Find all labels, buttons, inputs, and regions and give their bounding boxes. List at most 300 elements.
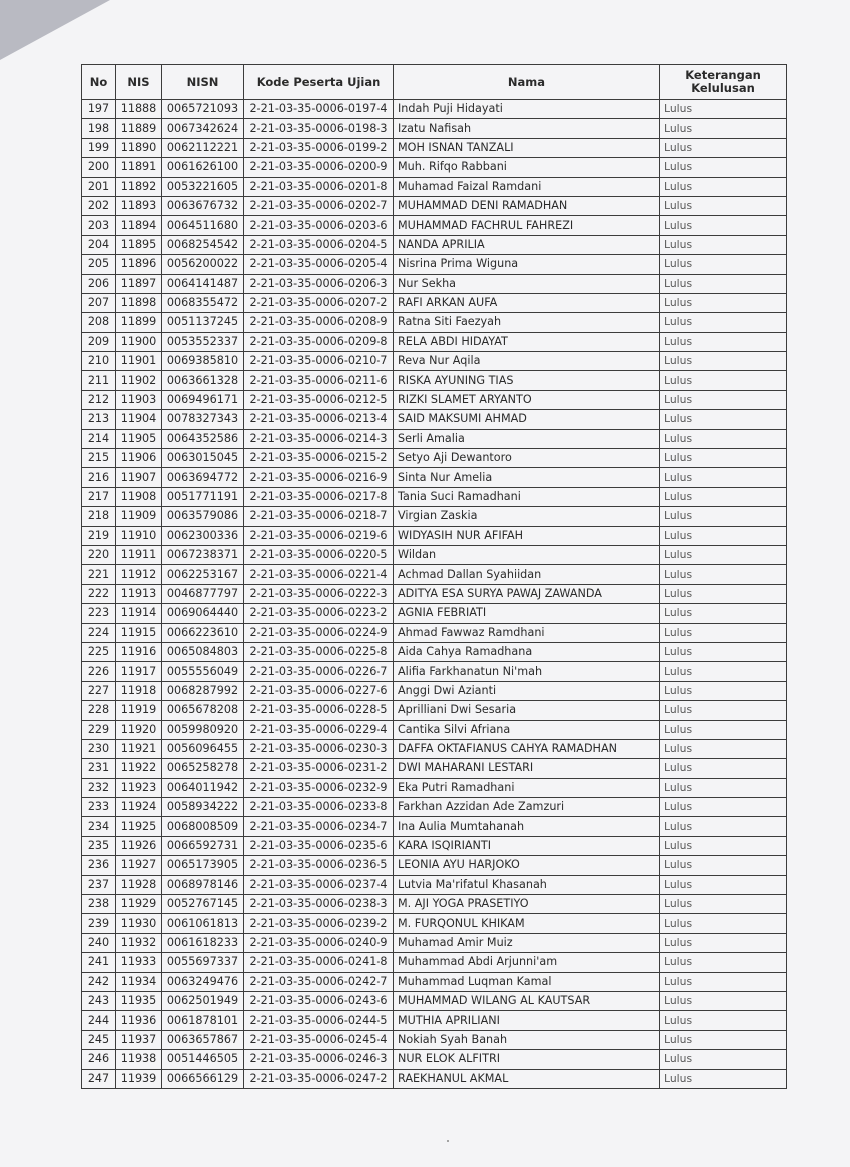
- cell-keterangan: Lulus: [660, 313, 787, 332]
- cell-nama: Aida Cahya Ramadhana: [394, 642, 660, 661]
- table-row: [82, 836, 787, 855]
- table-row: [82, 1050, 787, 1069]
- cell-keterangan: Lulus: [660, 817, 787, 836]
- cell-kode-peserta: 2-21-03-35-0006-0236-5: [244, 856, 394, 875]
- cell-nisn: 0046877797: [162, 584, 244, 603]
- table-row: [82, 313, 787, 332]
- cell-keterangan: Lulus: [660, 1030, 787, 1049]
- cell-kode-peserta: 2-21-03-35-0006-0242-7: [244, 972, 394, 991]
- cell-nisn: 0051137245: [162, 313, 244, 332]
- header-keterangan-line2: Kelulusan: [691, 81, 755, 95]
- cell-nis: 11930: [116, 914, 162, 933]
- cell-nisn: 0051446505: [162, 1050, 244, 1069]
- cell-nama: MUTHIA APRILIANI: [394, 1011, 660, 1030]
- cell-nama: MUHAMMAD WILANG AL KAUTSAR: [394, 991, 660, 1010]
- cell-keterangan: Lulus: [660, 972, 787, 991]
- cell-nis: 11938: [116, 1050, 162, 1069]
- cell-nisn: 0065258278: [162, 759, 244, 778]
- cell-keterangan: Lulus: [660, 895, 787, 914]
- cell-no: 209: [82, 332, 116, 351]
- cell-keterangan: Lulus: [660, 429, 787, 448]
- cell-no: 227: [82, 681, 116, 700]
- cell-nisn: 0064141487: [162, 274, 244, 293]
- cell-keterangan: Lulus: [660, 255, 787, 274]
- cell-no: 239: [82, 914, 116, 933]
- cell-keterangan: Lulus: [660, 1011, 787, 1030]
- cell-kode-peserta: 2-21-03-35-0006-0221-4: [244, 565, 394, 584]
- cell-nisn: 0064511680: [162, 216, 244, 235]
- cell-no: 223: [82, 604, 116, 623]
- cell-nisn: 0065084803: [162, 642, 244, 661]
- cell-no: 220: [82, 545, 116, 564]
- cell-nisn: 0062300336: [162, 526, 244, 545]
- table-row: [82, 914, 787, 933]
- cell-nisn: 0058934222: [162, 798, 244, 817]
- cell-kode-peserta: 2-21-03-35-0006-0241-8: [244, 953, 394, 972]
- cell-kode-peserta: 2-21-03-35-0006-0210-7: [244, 352, 394, 371]
- cell-keterangan: Lulus: [660, 526, 787, 545]
- cell-keterangan: Lulus: [660, 701, 787, 720]
- cell-nama: Ratna Siti Faezyah: [394, 313, 660, 332]
- table-row: [82, 468, 787, 487]
- cell-nis: 11915: [116, 623, 162, 642]
- cell-kode-peserta: 2-21-03-35-0006-0199-2: [244, 138, 394, 157]
- cell-keterangan: Lulus: [660, 1069, 787, 1088]
- table-row: [82, 953, 787, 972]
- cell-kode-peserta: 2-21-03-35-0006-0209-8: [244, 332, 394, 351]
- cell-kode-peserta: 2-21-03-35-0006-0239-2: [244, 914, 394, 933]
- cell-nis: 11913: [116, 584, 162, 603]
- cell-nisn: 0051771191: [162, 487, 244, 506]
- header-keterangan-line1: Keterangan: [685, 68, 761, 82]
- cell-kode-peserta: 2-21-03-35-0006-0237-4: [244, 875, 394, 894]
- table-row: [82, 778, 787, 797]
- table-row: [82, 274, 787, 293]
- table-row: [82, 604, 787, 623]
- cell-keterangan: Lulus: [660, 487, 787, 506]
- table-row: [82, 584, 787, 603]
- cell-keterangan: Lulus: [660, 332, 787, 351]
- cell-no: 236: [82, 856, 116, 875]
- cell-kode-peserta: 2-21-03-35-0006-0203-6: [244, 216, 394, 235]
- cell-kode-peserta: 2-21-03-35-0006-0207-2: [244, 293, 394, 312]
- cell-nisn: 0055556049: [162, 662, 244, 681]
- cell-nis: 11923: [116, 778, 162, 797]
- cell-kode-peserta: 2-21-03-35-0006-0198-3: [244, 119, 394, 138]
- cell-nis: 11925: [116, 817, 162, 836]
- cell-kode-peserta: 2-21-03-35-0006-0201-8: [244, 177, 394, 196]
- cell-kode-peserta: 2-21-03-35-0006-0212-5: [244, 390, 394, 409]
- cell-no: 244: [82, 1011, 116, 1030]
- header-nama: Nama: [394, 65, 660, 100]
- cell-nama: Anggi Dwi Azianti: [394, 681, 660, 700]
- cell-nama: RIZKI SLAMET ARYANTO: [394, 390, 660, 409]
- cell-nis: 11898: [116, 293, 162, 312]
- cell-nis: 11904: [116, 410, 162, 429]
- cell-nama: Muh. Rifqo Rabbani: [394, 158, 660, 177]
- cell-no: 246: [82, 1050, 116, 1069]
- cell-kode-peserta: 2-21-03-35-0006-0238-3: [244, 895, 394, 914]
- header-keterangan: [660, 65, 787, 100]
- cell-nama: Aprilliani Dwi Sesaria: [394, 701, 660, 720]
- cell-keterangan: Lulus: [660, 914, 787, 933]
- table-row: [82, 701, 787, 720]
- table-row: [82, 817, 787, 836]
- cell-no: 201: [82, 177, 116, 196]
- cell-kode-peserta: 2-21-03-35-0006-0202-7: [244, 196, 394, 215]
- cell-nisn: 0061626100: [162, 158, 244, 177]
- cell-no: 197: [82, 100, 116, 119]
- cell-no: 204: [82, 235, 116, 254]
- cell-nisn: 0068254542: [162, 235, 244, 254]
- cell-nis: 11896: [116, 255, 162, 274]
- cell-kode-peserta: 2-21-03-35-0006-0233-8: [244, 798, 394, 817]
- cell-nama: Ahmad Fawwaz Ramdhani: [394, 623, 660, 642]
- table-row: [82, 623, 787, 642]
- cell-no: 224: [82, 623, 116, 642]
- table-row: [82, 449, 787, 468]
- cell-nama: Nokiah Syah Banah: [394, 1030, 660, 1049]
- cell-no: 219: [82, 526, 116, 545]
- table-row: [82, 100, 787, 119]
- table-row: [82, 1069, 787, 1088]
- cell-no: 215: [82, 449, 116, 468]
- cell-no: 205: [82, 255, 116, 274]
- cell-nis: 11901: [116, 352, 162, 371]
- cell-nama: NUR ELOK ALFITRI: [394, 1050, 660, 1069]
- cell-kode-peserta: 2-21-03-35-0006-0244-5: [244, 1011, 394, 1030]
- cell-nisn: 0063015045: [162, 449, 244, 468]
- cell-kode-peserta: 2-21-03-35-0006-0216-9: [244, 468, 394, 487]
- table-row: [82, 895, 787, 914]
- cell-keterangan: Lulus: [660, 584, 787, 603]
- cell-no: 217: [82, 487, 116, 506]
- cell-nama: Wildan: [394, 545, 660, 564]
- cell-nisn: 0066592731: [162, 836, 244, 855]
- cell-nama: RAEKHANUL AKMAL: [394, 1069, 660, 1088]
- cell-nama: RELA ABDI HIDAYAT: [394, 332, 660, 351]
- cell-no: 218: [82, 507, 116, 526]
- cell-no: 200: [82, 158, 116, 177]
- cell-nis: 11924: [116, 798, 162, 817]
- cell-keterangan: Lulus: [660, 720, 787, 739]
- cell-nisn: 0052767145: [162, 895, 244, 914]
- table-row: [82, 739, 787, 758]
- cell-nisn: 0069064440: [162, 604, 244, 623]
- cell-nis: 11895: [116, 235, 162, 254]
- cell-kode-peserta: 2-21-03-35-0006-0213-4: [244, 410, 394, 429]
- cell-nama: LEONIA AYU HARJOKO: [394, 856, 660, 875]
- cell-nis: 11921: [116, 739, 162, 758]
- cell-kode-peserta: 2-21-03-35-0006-0228-5: [244, 701, 394, 720]
- cell-kode-peserta: 2-21-03-35-0006-0200-9: [244, 158, 394, 177]
- cell-nama: SAID MAKSUMI AHMAD: [394, 410, 660, 429]
- cell-nisn: 0056200022: [162, 255, 244, 274]
- cell-keterangan: Lulus: [660, 604, 787, 623]
- cell-keterangan: Lulus: [660, 138, 787, 157]
- cell-nama: DAFFA OKTAFIANUS CAHYA RAMADHAN: [394, 739, 660, 758]
- cell-nama: Muhammad Abdi Arjunni'am: [394, 953, 660, 972]
- cell-nama: MOH ISNAN TANZALI: [394, 138, 660, 157]
- cell-keterangan: Lulus: [660, 216, 787, 235]
- scan-speck: [447, 1140, 449, 1142]
- cell-nisn: 0053221605: [162, 177, 244, 196]
- cell-nis: 11935: [116, 991, 162, 1010]
- cell-keterangan: Lulus: [660, 468, 787, 487]
- cell-keterangan: Lulus: [660, 196, 787, 215]
- cell-keterangan: Lulus: [660, 875, 787, 894]
- cell-nisn: 0055697337: [162, 953, 244, 972]
- cell-no: 213: [82, 410, 116, 429]
- cell-no: 211: [82, 371, 116, 390]
- cell-nisn: 0065173905: [162, 856, 244, 875]
- cell-kode-peserta: 2-21-03-35-0006-0247-2: [244, 1069, 394, 1088]
- cell-nisn: 0064352586: [162, 429, 244, 448]
- cell-nisn: 0078327343: [162, 410, 244, 429]
- cell-nis: 11939: [116, 1069, 162, 1088]
- cell-nisn: 0069385810: [162, 352, 244, 371]
- cell-nis: 11897: [116, 274, 162, 293]
- cell-keterangan: Lulus: [660, 371, 787, 390]
- cell-nis: 11917: [116, 662, 162, 681]
- cell-nama: M. FURQONUL KHIKAM: [394, 914, 660, 933]
- cell-kode-peserta: 2-21-03-35-0006-0235-6: [244, 836, 394, 855]
- cell-nis: 11932: [116, 933, 162, 952]
- cell-nisn: 0068008509: [162, 817, 244, 836]
- cell-keterangan: Lulus: [660, 449, 787, 468]
- table-row: [82, 177, 787, 196]
- table-row: [82, 410, 787, 429]
- cell-kode-peserta: 2-21-03-35-0006-0204-5: [244, 235, 394, 254]
- cell-no: 240: [82, 933, 116, 952]
- table-row: [82, 371, 787, 390]
- cell-kode-peserta: 2-21-03-35-0006-0227-6: [244, 681, 394, 700]
- table-row: [82, 991, 787, 1010]
- cell-nama: ADITYA ESA SURYA PAWAJ ZAWANDA: [394, 584, 660, 603]
- cell-nama: Reva Nur Aqila: [394, 352, 660, 371]
- table-row: [82, 933, 787, 952]
- cell-nis: 11928: [116, 875, 162, 894]
- table-row: [82, 119, 787, 138]
- cell-nama: RISKA AYUNING TIAS: [394, 371, 660, 390]
- cell-nisn: 0053552337: [162, 332, 244, 351]
- cell-keterangan: Lulus: [660, 642, 787, 661]
- cell-nisn: 0063676732: [162, 196, 244, 215]
- cell-no: 203: [82, 216, 116, 235]
- table-row: [82, 662, 787, 681]
- cell-nis: 11903: [116, 390, 162, 409]
- table-row: [82, 798, 787, 817]
- cell-no: 245: [82, 1030, 116, 1049]
- cell-no: 242: [82, 972, 116, 991]
- cell-nama: Muhamad Faizal Ramdani: [394, 177, 660, 196]
- cell-keterangan: Lulus: [660, 836, 787, 855]
- cell-nisn: 0059980920: [162, 720, 244, 739]
- cell-nis: 11888: [116, 100, 162, 119]
- table-row: [82, 332, 787, 351]
- cell-nisn: 0063661328: [162, 371, 244, 390]
- cell-kode-peserta: 2-21-03-35-0006-0219-6: [244, 526, 394, 545]
- cell-nisn: 0067238371: [162, 545, 244, 564]
- cell-keterangan: Lulus: [660, 953, 787, 972]
- cell-no: 206: [82, 274, 116, 293]
- cell-no: 241: [82, 953, 116, 972]
- cell-no: 228: [82, 701, 116, 720]
- cell-kode-peserta: 2-21-03-35-0006-0230-3: [244, 739, 394, 758]
- cell-nisn: 0062112221: [162, 138, 244, 157]
- cell-nis: 11889: [116, 119, 162, 138]
- cell-keterangan: Lulus: [660, 798, 787, 817]
- table-row: [82, 720, 787, 739]
- table-row: [82, 352, 787, 371]
- cell-nisn: 0062501949: [162, 991, 244, 1010]
- cell-nis: 11891: [116, 158, 162, 177]
- cell-no: 198: [82, 119, 116, 138]
- cell-nama: Muhamad Amir Muiz: [394, 933, 660, 952]
- cell-keterangan: Lulus: [660, 177, 787, 196]
- cell-kode-peserta: 2-21-03-35-0006-0240-9: [244, 933, 394, 952]
- cell-nama: Achmad Dallan Syahiidan: [394, 565, 660, 584]
- cell-nis: 11890: [116, 138, 162, 157]
- cell-no: 210: [82, 352, 116, 371]
- cell-no: 226: [82, 662, 116, 681]
- cell-nis: 11908: [116, 487, 162, 506]
- cell-nis: 11910: [116, 526, 162, 545]
- cell-nama: Nisrina Prima Wiguna: [394, 255, 660, 274]
- cell-no: 225: [82, 642, 116, 661]
- cell-nama: Izatu Nafisah: [394, 119, 660, 138]
- cell-nama: Farkhan Azzidan Ade Zamzuri: [394, 798, 660, 817]
- cell-nisn: 0061878101: [162, 1011, 244, 1030]
- table-row: [82, 972, 787, 991]
- cell-kode-peserta: 2-21-03-35-0006-0226-7: [244, 662, 394, 681]
- cell-nis: 11892: [116, 177, 162, 196]
- cell-keterangan: Lulus: [660, 352, 787, 371]
- cell-no: 231: [82, 759, 116, 778]
- cell-keterangan: Lulus: [660, 991, 787, 1010]
- cell-keterangan: Lulus: [660, 545, 787, 564]
- cell-no: 199: [82, 138, 116, 157]
- cell-nis: 11918: [116, 681, 162, 700]
- table-row: [82, 293, 787, 312]
- cell-keterangan: Lulus: [660, 235, 787, 254]
- cell-kode-peserta: 2-21-03-35-0006-0224-9: [244, 623, 394, 642]
- table-row: [82, 681, 787, 700]
- table-row: [82, 759, 787, 778]
- table-row: [82, 216, 787, 235]
- cell-nama: Lutvia Ma'rifatul Khasanah: [394, 875, 660, 894]
- cell-no: 216: [82, 468, 116, 487]
- cell-kode-peserta: 2-21-03-35-0006-0245-4: [244, 1030, 394, 1049]
- cell-kode-peserta: 2-21-03-35-0006-0217-8: [244, 487, 394, 506]
- cell-kode-peserta: 2-21-03-35-0006-0206-3: [244, 274, 394, 293]
- cell-kode-peserta: 2-21-03-35-0006-0231-2: [244, 759, 394, 778]
- table-row: [82, 1011, 787, 1030]
- cell-no: 202: [82, 196, 116, 215]
- table-body: [82, 100, 787, 1089]
- cell-nisn: 0067342624: [162, 119, 244, 138]
- cell-nama: Muhammad Luqman Kamal: [394, 972, 660, 991]
- cell-no: 208: [82, 313, 116, 332]
- header-nis: NIS: [116, 65, 162, 100]
- scan-shadow-corner: [0, 0, 110, 60]
- cell-nama: Indah Puji Hidayati: [394, 100, 660, 119]
- cell-nisn: 0062253167: [162, 565, 244, 584]
- header-nisn: NISN: [162, 65, 244, 100]
- cell-nis: 11936: [116, 1011, 162, 1030]
- cell-nisn: 0063694772: [162, 468, 244, 487]
- cell-kode-peserta: 2-21-03-35-0006-0220-5: [244, 545, 394, 564]
- cell-keterangan: Lulus: [660, 933, 787, 952]
- cell-keterangan: Lulus: [660, 410, 787, 429]
- table-row: [82, 138, 787, 157]
- table-row: [82, 255, 787, 274]
- graduation-table: [81, 64, 787, 1089]
- cell-kode-peserta: 2-21-03-35-0006-0197-4: [244, 100, 394, 119]
- cell-nis: 11934: [116, 972, 162, 991]
- cell-nis: 11905: [116, 429, 162, 448]
- cell-nama: MUHAMMAD FACHRUL FAHREZI: [394, 216, 660, 235]
- cell-no: 230: [82, 739, 116, 758]
- cell-nisn: 0069496171: [162, 390, 244, 409]
- table-row: [82, 429, 787, 448]
- table-row: [82, 875, 787, 894]
- cell-nisn: 0056096455: [162, 739, 244, 758]
- cell-no: 212: [82, 390, 116, 409]
- cell-kode-peserta: 2-21-03-35-0006-0225-8: [244, 642, 394, 661]
- cell-kode-peserta: 2-21-03-35-0006-0214-3: [244, 429, 394, 448]
- cell-nisn: 0065721093: [162, 100, 244, 119]
- table-row: [82, 196, 787, 215]
- cell-nama: NANDA APRILIA: [394, 235, 660, 254]
- cell-no: 233: [82, 798, 116, 817]
- cell-nama: Sinta Nur Amelia: [394, 468, 660, 487]
- cell-kode-peserta: 2-21-03-35-0006-0246-3: [244, 1050, 394, 1069]
- cell-nama: AGNIA FEBRIATI: [394, 604, 660, 623]
- cell-no: 234: [82, 817, 116, 836]
- cell-kode-peserta: 2-21-03-35-0006-0229-4: [244, 720, 394, 739]
- cell-keterangan: Lulus: [660, 681, 787, 700]
- cell-nis: 11911: [116, 545, 162, 564]
- table-row: [82, 856, 787, 875]
- table-row: [82, 526, 787, 545]
- cell-no: 229: [82, 720, 116, 739]
- cell-nis: 11894: [116, 216, 162, 235]
- cell-no: 243: [82, 991, 116, 1010]
- cell-nis: 11906: [116, 449, 162, 468]
- table-row: [82, 390, 787, 409]
- cell-nama: KARA ISQIRIANTI: [394, 836, 660, 855]
- cell-kode-peserta: 2-21-03-35-0006-0243-6: [244, 991, 394, 1010]
- cell-nis: 11922: [116, 759, 162, 778]
- cell-nama: Virgian Zaskia: [394, 507, 660, 526]
- cell-keterangan: Lulus: [660, 274, 787, 293]
- cell-nisn: 0066223610: [162, 623, 244, 642]
- cell-nisn: 0063657867: [162, 1030, 244, 1049]
- cell-no: 247: [82, 1069, 116, 1088]
- cell-keterangan: Lulus: [660, 119, 787, 138]
- cell-nama: WIDYASIH NUR AFIFAH: [394, 526, 660, 545]
- cell-keterangan: Lulus: [660, 623, 787, 642]
- cell-nis: 11920: [116, 720, 162, 739]
- cell-no: 238: [82, 895, 116, 914]
- table-row: [82, 642, 787, 661]
- cell-no: 235: [82, 836, 116, 855]
- cell-kode-peserta: 2-21-03-35-0006-0211-6: [244, 371, 394, 390]
- cell-nis: 11893: [116, 196, 162, 215]
- table-row: [82, 565, 787, 584]
- cell-keterangan: Lulus: [660, 507, 787, 526]
